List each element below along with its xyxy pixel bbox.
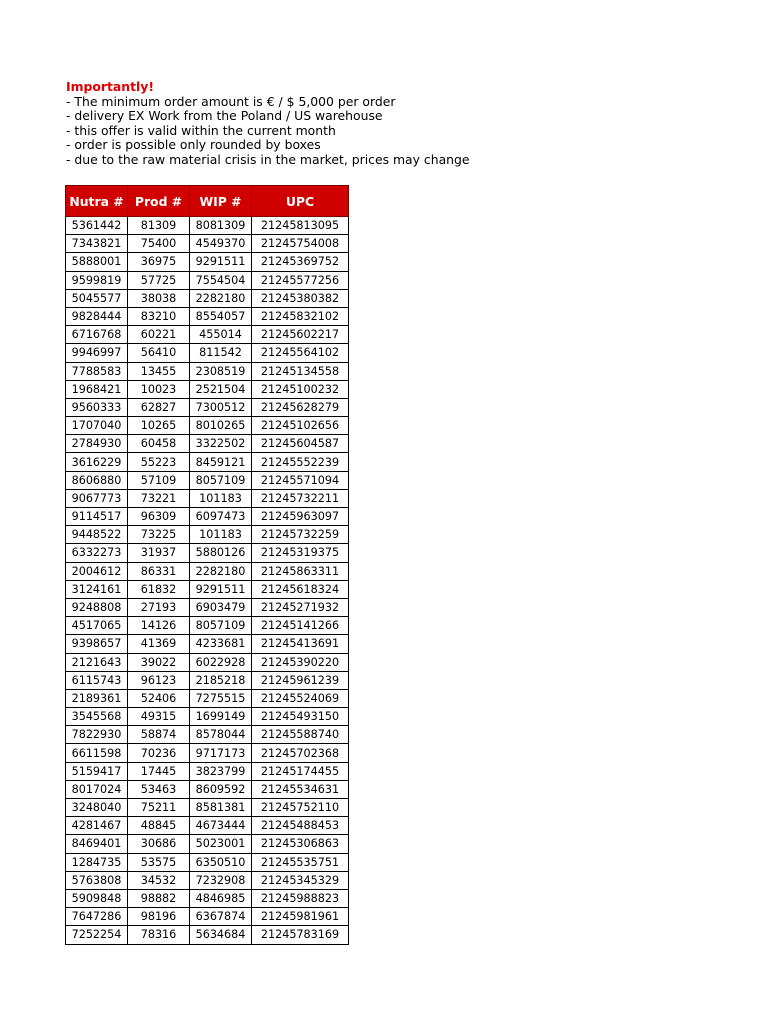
cell-prod: 73221 xyxy=(128,489,190,507)
table-row xyxy=(66,253,349,271)
cell-wip: 8578044 xyxy=(190,726,252,744)
cell-wip: 8010265 xyxy=(190,417,252,435)
cell-wip: 811542 xyxy=(190,344,252,362)
cell-upc: 21245571094 xyxy=(252,471,349,489)
cell-prod: 52406 xyxy=(128,689,190,707)
cell-wip: 5634684 xyxy=(190,926,252,944)
cell-nutra: 5361442 xyxy=(66,217,128,235)
cell-prod: 73225 xyxy=(128,526,190,544)
cell-wip: 8057109 xyxy=(190,471,252,489)
cell-upc: 21245271932 xyxy=(252,598,349,616)
cell-wip: 6367874 xyxy=(190,908,252,926)
table-row xyxy=(66,926,349,944)
header-wip: WIP # xyxy=(190,186,252,217)
cell-upc: 21245702368 xyxy=(252,744,349,762)
cell-prod: 96309 xyxy=(128,508,190,526)
cell-nutra: 2784930 xyxy=(66,435,128,453)
cell-prod: 57725 xyxy=(128,271,190,289)
cell-wip: 7300512 xyxy=(190,398,252,416)
cell-wip: 4233681 xyxy=(190,635,252,653)
table-row xyxy=(66,780,349,798)
table-row xyxy=(66,908,349,926)
product-table xyxy=(65,185,349,945)
cell-prod: 10023 xyxy=(128,380,190,398)
cell-nutra: 4281467 xyxy=(66,817,128,835)
cell-upc: 21245564102 xyxy=(252,344,349,362)
cell-upc: 21245141266 xyxy=(252,617,349,635)
cell-wip: 7275515 xyxy=(190,689,252,707)
cell-upc: 21245535751 xyxy=(252,853,349,871)
cell-prod: 78316 xyxy=(128,926,190,944)
cell-nutra: 5888001 xyxy=(66,253,128,271)
cell-wip: 5023001 xyxy=(190,835,252,853)
cell-prod: 57109 xyxy=(128,471,190,489)
cell-upc: 21245102656 xyxy=(252,417,349,435)
table-row xyxy=(66,235,349,253)
cell-upc: 21245783169 xyxy=(252,926,349,944)
cell-wip: 6350510 xyxy=(190,853,252,871)
table-row xyxy=(66,326,349,344)
table-row xyxy=(66,744,349,762)
cell-prod: 62827 xyxy=(128,398,190,416)
table-row xyxy=(66,689,349,707)
cell-wip: 4846985 xyxy=(190,889,252,907)
cell-nutra: 6332273 xyxy=(66,544,128,562)
cell-prod: 49315 xyxy=(128,708,190,726)
cell-wip: 8609592 xyxy=(190,780,252,798)
notes-block xyxy=(66,79,470,168)
cell-prod: 83210 xyxy=(128,307,190,325)
cell-prod: 55223 xyxy=(128,453,190,471)
cell-nutra: 3124161 xyxy=(66,580,128,598)
cell-upc: 21245604587 xyxy=(252,435,349,453)
cell-wip: 2185218 xyxy=(190,671,252,689)
cell-nutra: 1968421 xyxy=(66,380,128,398)
cell-prod: 75211 xyxy=(128,799,190,817)
cell-nutra: 9448522 xyxy=(66,526,128,544)
table-row xyxy=(66,617,349,635)
cell-upc: 21245961239 xyxy=(252,671,349,689)
cell-prod: 31937 xyxy=(128,544,190,562)
cell-wip: 8581381 xyxy=(190,799,252,817)
cell-wip: 5880126 xyxy=(190,544,252,562)
cell-upc: 21245752110 xyxy=(252,799,349,817)
cell-nutra: 5045577 xyxy=(66,289,128,307)
table-body xyxy=(66,217,349,945)
cell-upc: 21245345329 xyxy=(252,871,349,889)
cell-upc: 21245552239 xyxy=(252,453,349,471)
cell-wip: 2282180 xyxy=(190,562,252,580)
cell-nutra: 7822930 xyxy=(66,726,128,744)
table-row xyxy=(66,835,349,853)
table-row xyxy=(66,435,349,453)
cell-upc: 21245306863 xyxy=(252,835,349,853)
cell-wip: 2308519 xyxy=(190,362,252,380)
cell-prod: 39022 xyxy=(128,653,190,671)
cell-prod: 53463 xyxy=(128,780,190,798)
cell-nutra: 5763808 xyxy=(66,871,128,889)
cell-wip: 2282180 xyxy=(190,289,252,307)
cell-upc: 21245963097 xyxy=(252,508,349,526)
cell-wip: 9291511 xyxy=(190,580,252,598)
cell-upc: 21245390220 xyxy=(252,653,349,671)
cell-nutra: 5909848 xyxy=(66,889,128,907)
cell-nutra: 7252254 xyxy=(66,926,128,944)
cell-nutra: 8469401 xyxy=(66,835,128,853)
cell-wip: 7232908 xyxy=(190,871,252,889)
cell-nutra: 6716768 xyxy=(66,326,128,344)
cell-prod: 36975 xyxy=(128,253,190,271)
table-row xyxy=(66,726,349,744)
cell-upc: 21245493150 xyxy=(252,708,349,726)
cell-prod: 30686 xyxy=(128,835,190,853)
cell-wip: 101183 xyxy=(190,526,252,544)
cell-prod: 13455 xyxy=(128,362,190,380)
cell-wip: 6097473 xyxy=(190,508,252,526)
table-row xyxy=(66,653,349,671)
table-row xyxy=(66,417,349,435)
table-row xyxy=(66,271,349,289)
cell-wip: 3823799 xyxy=(190,762,252,780)
cell-wip: 2521504 xyxy=(190,380,252,398)
cell-nutra: 7343821 xyxy=(66,235,128,253)
cell-upc: 21245732259 xyxy=(252,526,349,544)
header-row xyxy=(66,186,349,217)
note-line: - this offer is valid within the current month xyxy=(66,122,336,138)
cell-nutra: 9599819 xyxy=(66,271,128,289)
table-row xyxy=(66,217,349,235)
cell-prod: 60221 xyxy=(128,326,190,344)
cell-nutra: 2189361 xyxy=(66,689,128,707)
cell-upc: 21245732211 xyxy=(252,489,349,507)
cell-upc: 21245534631 xyxy=(252,780,349,798)
table-row xyxy=(66,489,349,507)
cell-wip: 4673444 xyxy=(190,817,252,835)
cell-upc: 21245863311 xyxy=(252,562,349,580)
cell-wip: 6903479 xyxy=(190,598,252,616)
table-row xyxy=(66,671,349,689)
cell-prod: 17445 xyxy=(128,762,190,780)
table-row xyxy=(66,362,349,380)
notes-title: Importantly! xyxy=(66,79,155,94)
table-row xyxy=(66,799,349,817)
cell-prod: 98196 xyxy=(128,908,190,926)
cell-nutra: 8606880 xyxy=(66,471,128,489)
cell-upc: 21245981961 xyxy=(252,908,349,926)
cell-upc: 21245413691 xyxy=(252,635,349,653)
cell-prod: 10265 xyxy=(128,417,190,435)
cell-nutra: 5159417 xyxy=(66,762,128,780)
cell-upc: 21245577256 xyxy=(252,271,349,289)
cell-nutra: 9560333 xyxy=(66,398,128,416)
cell-prod: 34532 xyxy=(128,871,190,889)
cell-wip: 1699149 xyxy=(190,708,252,726)
cell-wip: 8081309 xyxy=(190,217,252,235)
cell-wip: 9717173 xyxy=(190,744,252,762)
table-row xyxy=(66,635,349,653)
cell-wip: 455014 xyxy=(190,326,252,344)
cell-wip: 6022928 xyxy=(190,653,252,671)
table-row xyxy=(66,380,349,398)
cell-prod: 96123 xyxy=(128,671,190,689)
cell-upc: 21245832102 xyxy=(252,307,349,325)
cell-prod: 53575 xyxy=(128,853,190,871)
cell-nutra: 9828444 xyxy=(66,307,128,325)
cell-nutra: 1284735 xyxy=(66,853,128,871)
table-row xyxy=(66,471,349,489)
table-row xyxy=(66,817,349,835)
table-row xyxy=(66,398,349,416)
cell-upc: 21245524069 xyxy=(252,689,349,707)
cell-nutra: 8017024 xyxy=(66,780,128,798)
cell-wip: 3322502 xyxy=(190,435,252,453)
cell-prod: 81309 xyxy=(128,217,190,235)
table-row xyxy=(66,598,349,616)
cell-prod: 48845 xyxy=(128,817,190,835)
note-line: - order is possible only rounded by boxes xyxy=(66,137,321,153)
cell-nutra: 3616229 xyxy=(66,453,128,471)
cell-upc: 21245380382 xyxy=(252,289,349,307)
table-row xyxy=(66,708,349,726)
cell-upc: 21245813095 xyxy=(252,217,349,235)
table-row xyxy=(66,580,349,598)
cell-nutra: 9067773 xyxy=(66,489,128,507)
cell-prod: 60458 xyxy=(128,435,190,453)
table-row xyxy=(66,289,349,307)
cell-nutra: 1707040 xyxy=(66,417,128,435)
cell-upc: 21245488453 xyxy=(252,817,349,835)
cell-prod: 98882 xyxy=(128,889,190,907)
cell-upc: 21245602217 xyxy=(252,326,349,344)
header-prod: Prod # xyxy=(128,186,190,217)
cell-upc: 21245369752 xyxy=(252,253,349,271)
cell-prod: 41369 xyxy=(128,635,190,653)
table-row xyxy=(66,307,349,325)
cell-upc: 21245628279 xyxy=(252,398,349,416)
table-row xyxy=(66,508,349,526)
cell-upc: 21245134558 xyxy=(252,362,349,380)
cell-upc: 21245618324 xyxy=(252,580,349,598)
cell-nutra: 6115743 xyxy=(66,671,128,689)
cell-wip: 7554504 xyxy=(190,271,252,289)
header-nutra: Nutra # xyxy=(66,186,128,217)
cell-upc: 21245988823 xyxy=(252,889,349,907)
table-row xyxy=(66,853,349,871)
cell-wip: 101183 xyxy=(190,489,252,507)
cell-wip: 8057109 xyxy=(190,617,252,635)
note-line: - The minimum order amount is € / $ 5,000 per order xyxy=(66,93,396,109)
table-row xyxy=(66,871,349,889)
cell-prod: 61832 xyxy=(128,580,190,598)
cell-nutra: 6611598 xyxy=(66,744,128,762)
cell-nutra: 9114517 xyxy=(66,508,128,526)
cell-prod: 58874 xyxy=(128,726,190,744)
cell-upc: 21245174455 xyxy=(252,762,349,780)
cell-wip: 9291511 xyxy=(190,253,252,271)
cell-wip: 4549370 xyxy=(190,235,252,253)
cell-nutra: 2004612 xyxy=(66,562,128,580)
cell-nutra: 2121643 xyxy=(66,653,128,671)
cell-nutra: 9398657 xyxy=(66,635,128,653)
cell-upc: 21245100232 xyxy=(252,380,349,398)
table-row xyxy=(66,762,349,780)
cell-upc: 21245754008 xyxy=(252,235,349,253)
cell-nutra: 7788583 xyxy=(66,362,128,380)
cell-nutra: 7647286 xyxy=(66,908,128,926)
cell-prod: 75400 xyxy=(128,235,190,253)
header-upc: UPC xyxy=(252,186,349,217)
cell-nutra: 4517065 xyxy=(66,617,128,635)
cell-nutra: 3248040 xyxy=(66,799,128,817)
cell-prod: 38038 xyxy=(128,289,190,307)
table-row xyxy=(66,453,349,471)
table-row xyxy=(66,889,349,907)
table-row xyxy=(66,544,349,562)
note-line: - due to the raw material crisis in the market, prices may change xyxy=(66,151,470,167)
cell-prod: 56410 xyxy=(128,344,190,362)
note-line: - delivery EX Work from the Poland / US warehouse xyxy=(66,108,383,124)
cell-prod: 27193 xyxy=(128,598,190,616)
cell-upc: 21245319375 xyxy=(252,544,349,562)
cell-upc: 21245588740 xyxy=(252,726,349,744)
cell-nutra: 9946997 xyxy=(66,344,128,362)
table-row xyxy=(66,562,349,580)
cell-wip: 8554057 xyxy=(190,307,252,325)
cell-wip: 8459121 xyxy=(190,453,252,471)
table-row xyxy=(66,526,349,544)
cell-nutra: 9248808 xyxy=(66,598,128,616)
cell-prod: 86331 xyxy=(128,562,190,580)
table-row xyxy=(66,344,349,362)
cell-prod: 14126 xyxy=(128,617,190,635)
cell-nutra: 3545568 xyxy=(66,708,128,726)
cell-prod: 70236 xyxy=(128,744,190,762)
